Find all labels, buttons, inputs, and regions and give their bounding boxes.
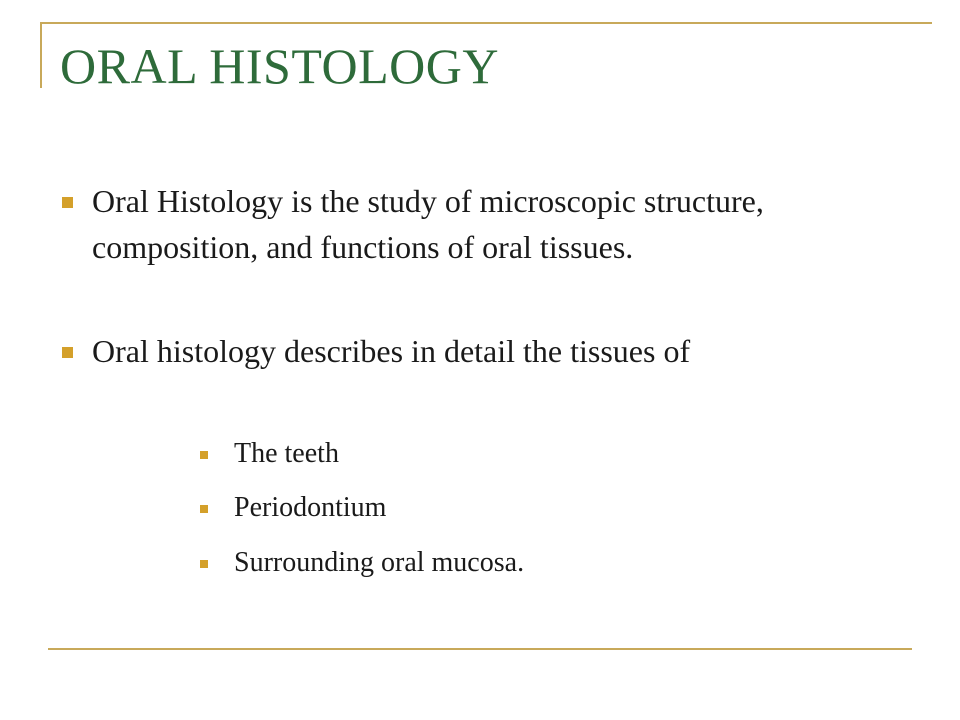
bullet-item xyxy=(92,328,892,374)
small-square-bullet-icon xyxy=(200,560,208,568)
bullet-text: Oral histology describes in detail the tissues of xyxy=(92,333,691,369)
sub-bullet-text: Surrounding oral mucosa. xyxy=(234,547,525,578)
small-square-bullet-icon xyxy=(200,505,208,513)
sub-bullet-item xyxy=(234,434,339,474)
slide-title: ORAL HISTOLOGY xyxy=(60,38,499,94)
sub-bullet-text: Periodontium xyxy=(234,492,387,523)
sub-bullet-item xyxy=(234,543,524,583)
bullet-item xyxy=(92,178,892,270)
small-square-bullet-icon xyxy=(200,451,208,459)
square-bullet-icon xyxy=(62,197,73,208)
sub-bullet-item xyxy=(234,488,386,528)
bottom-border xyxy=(48,648,912,650)
top-border-horizontal xyxy=(40,22,932,24)
top-border-vertical xyxy=(40,22,42,88)
bullet-text: Oral Histology is the study of microscopic structure, composition, and functions of oral tissues. xyxy=(92,183,764,265)
sub-bullet-text: The teeth xyxy=(234,438,339,469)
square-bullet-icon xyxy=(62,347,73,358)
